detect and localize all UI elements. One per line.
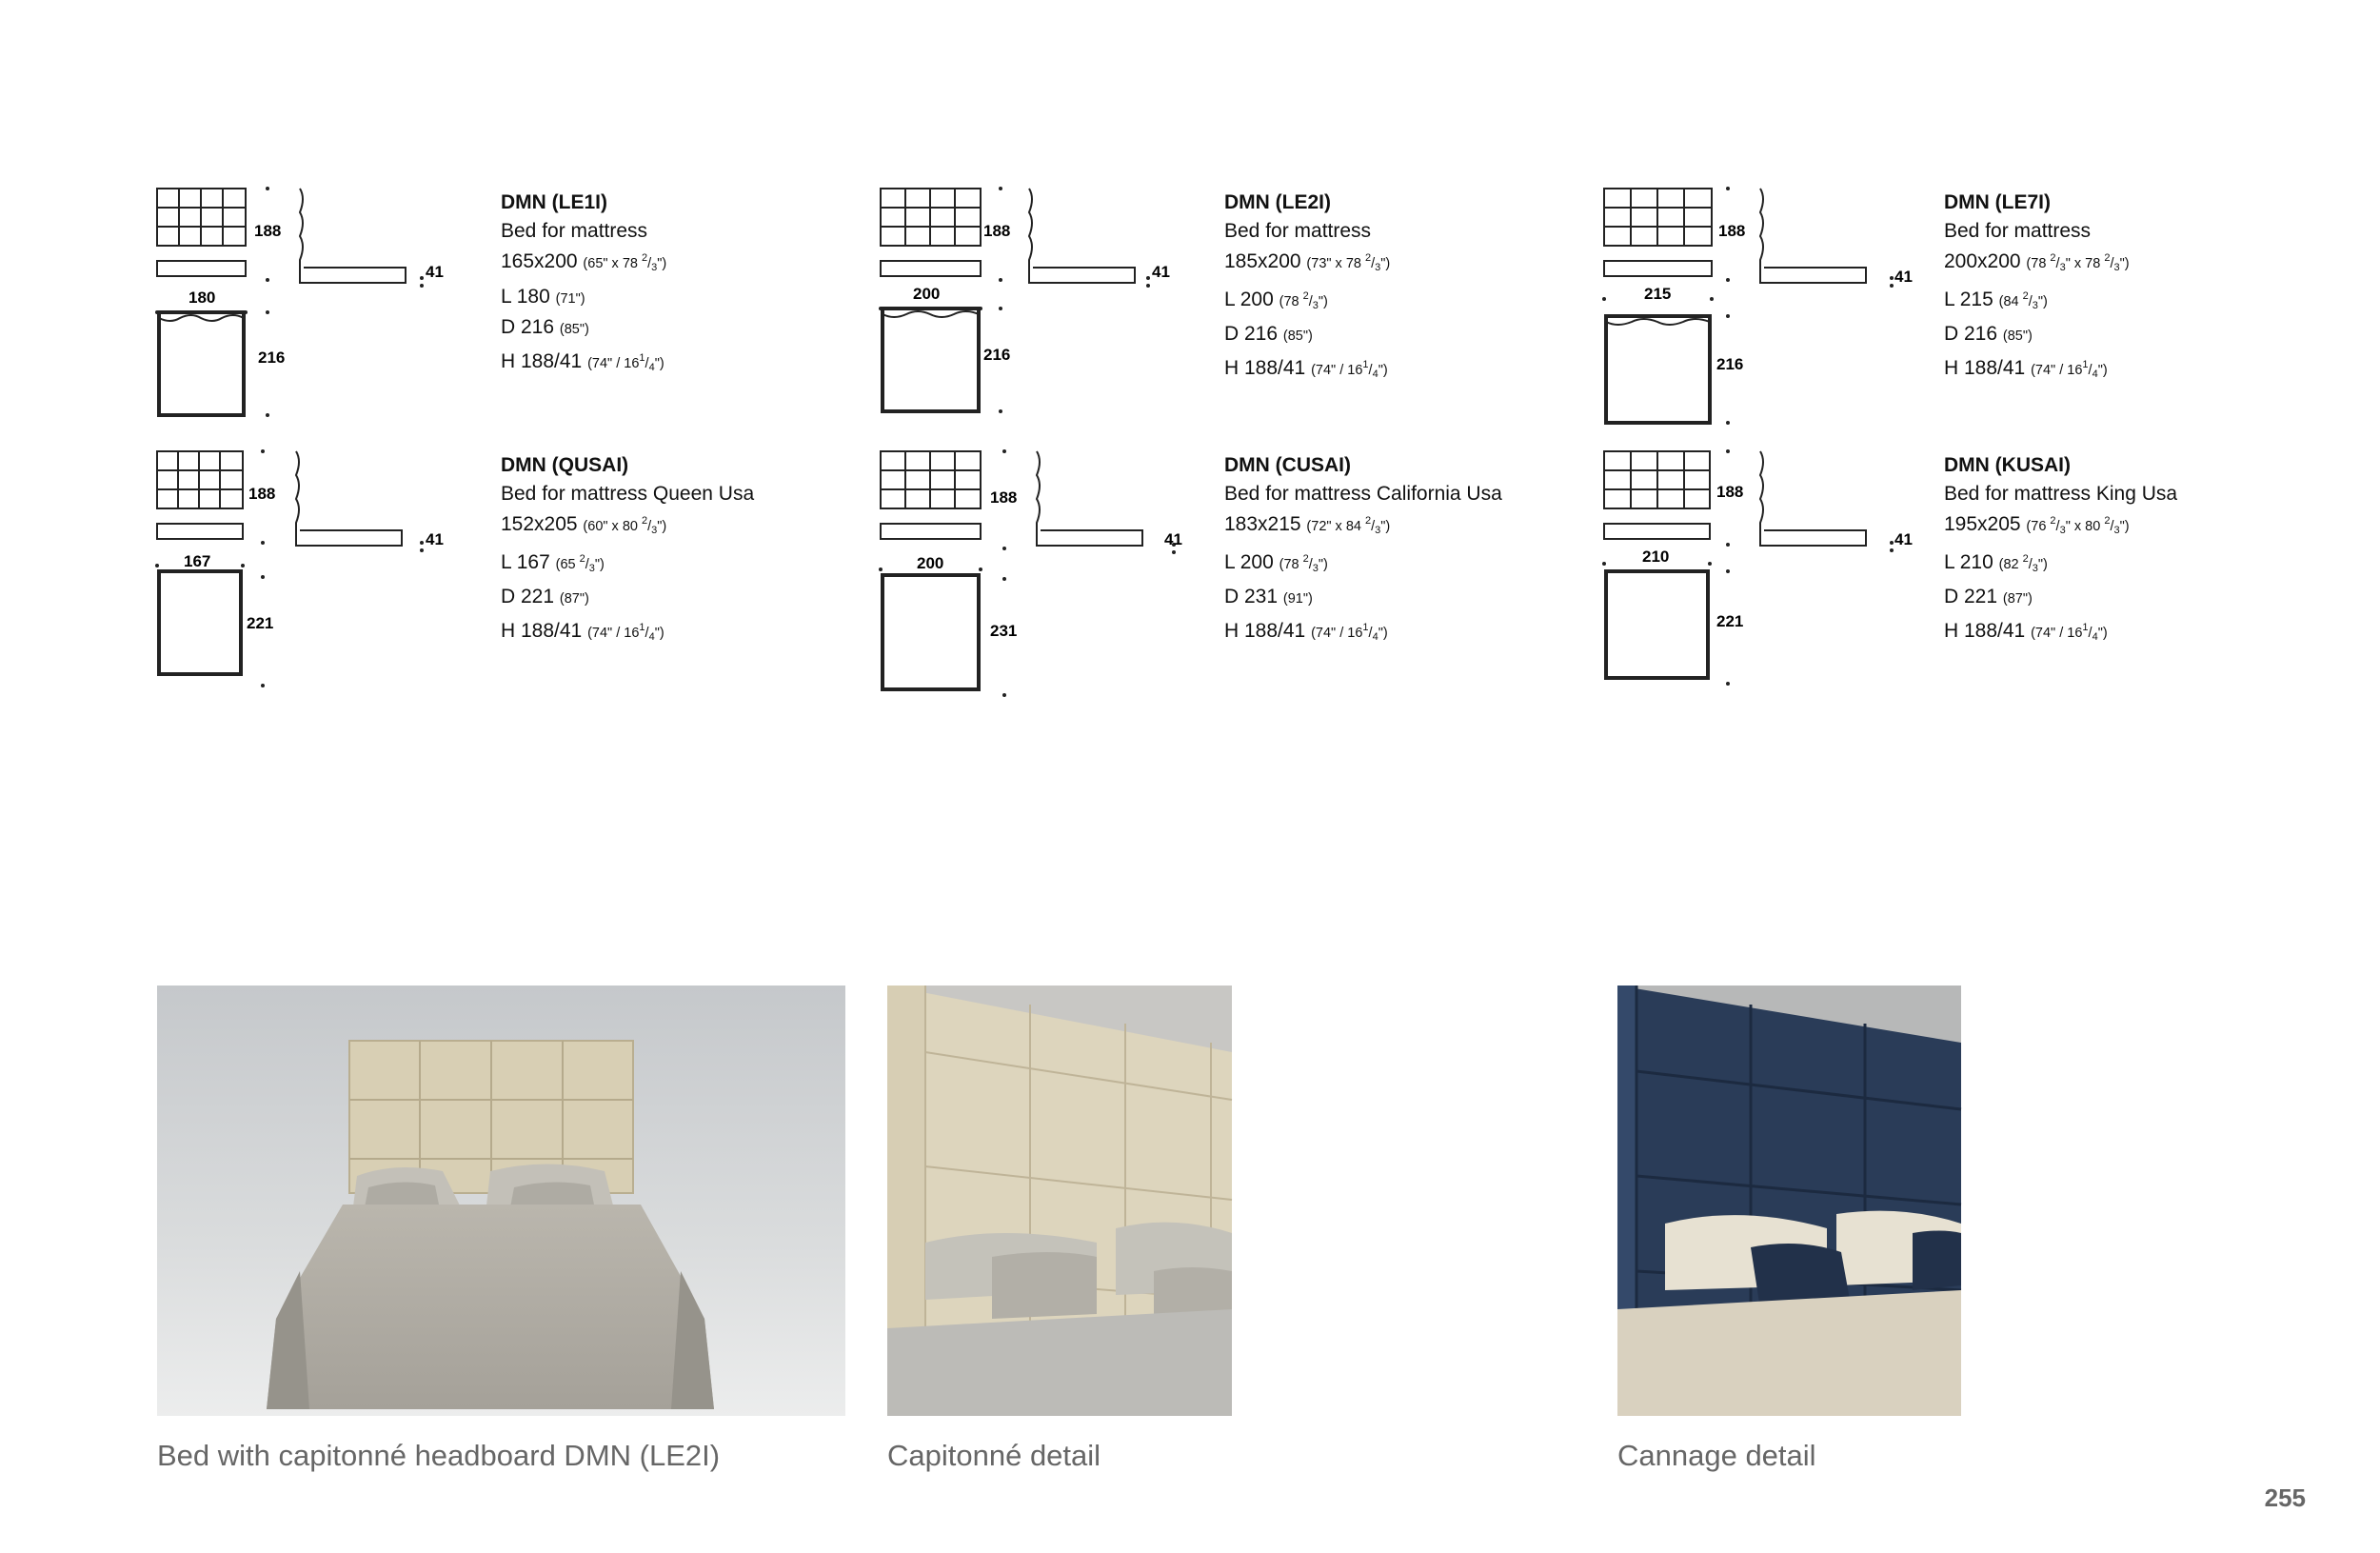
svg-text:216: 216	[983, 346, 1011, 364]
dimension-drawing	[155, 187, 460, 439]
product-qusai	[155, 449, 860, 702]
svg-text:41: 41	[1164, 530, 1182, 548]
mattress-size: 183x215 (72" x 84 $^2/_3$")	[1224, 513, 1391, 536]
product-kusai	[1602, 449, 2307, 702]
height-spec: H 188/41 (74" / $16^1/_4$")	[501, 619, 664, 643]
product-description: Bed for mattress	[501, 219, 648, 242]
product-description: Bed for mattress	[1224, 219, 1372, 242]
length-spec: L 200 (78 $^2/_3$")	[1224, 288, 1328, 311]
svg-text:188: 188	[990, 488, 1018, 507]
depth-spec: D 231 (91")	[1224, 586, 1313, 607]
product-description: Bed for mattress King Usa	[1944, 482, 2178, 505]
product-le7i	[1602, 187, 2307, 439]
mattress-size: 200x200 (78 $^2/_3$" x 78 $^2/_3$")	[1944, 250, 2130, 273]
height-spec: H 188/41 (74" / $16^1/_4$")	[1224, 356, 1388, 380]
mattress-size: 195x205 (76 $^2/_3$" x 80 $^2/_3$")	[1944, 513, 2130, 536]
dimension-drawing	[1602, 449, 1913, 702]
svg-text:215: 215	[1644, 285, 1672, 303]
svg-text:221: 221	[247, 614, 274, 632]
product-specs	[1224, 189, 1390, 388]
height-spec: H 188/41 (74" / $16^1/_4$")	[501, 349, 664, 373]
depth-spec: D 216 (85")	[501, 316, 589, 338]
product-specs	[1944, 189, 2130, 388]
product-code: DMN (LE1I)	[501, 191, 607, 213]
product-specs	[1224, 451, 1502, 651]
dimension-drawing	[155, 449, 460, 702]
dimension-drawing	[879, 187, 1183, 439]
product-code: DMN (QUSAI)	[501, 454, 629, 476]
product-specs	[1944, 451, 2177, 651]
depth-spec: D 221 (87")	[501, 586, 589, 607]
product-specs	[501, 451, 754, 651]
svg-text:41: 41	[1894, 530, 1913, 548]
caption-cannage-detail: Cannage detail	[1617, 1439, 1816, 1472]
svg-text:188: 188	[1718, 222, 1746, 240]
product-cusai	[879, 449, 1583, 702]
mattress-size: 152x205 (60" x 80 $^2/_3$")	[501, 513, 667, 536]
product-code: DMN (LE2I)	[1224, 191, 1331, 213]
product-le1i	[155, 187, 860, 439]
svg-text:41: 41	[1894, 268, 1913, 286]
caption-bed-capitonne: Bed with capitonné headboard DMN (LE2I)	[157, 1439, 721, 1472]
svg-text:200: 200	[917, 554, 944, 572]
svg-text:188: 188	[1716, 483, 1744, 501]
product-code: DMN (KUSAI)	[1944, 454, 2071, 476]
svg-text:188: 188	[248, 485, 276, 503]
height-spec: H 188/41 (74" / $16^1/_4$")	[1224, 619, 1388, 643]
svg-text:221: 221	[1716, 612, 1744, 630]
photo-bed-capitonne	[157, 986, 845, 1416]
length-spec: L 167 (65 $^2/_3$")	[501, 550, 605, 574]
photo-capitonne-detail	[887, 986, 1232, 1416]
svg-text:41: 41	[426, 530, 444, 548]
length-spec: L 200 (78 $^2/_3$")	[1224, 550, 1328, 574]
svg-text:210: 210	[1642, 548, 1670, 566]
height-spec: H 188/41 (74" / $16^1/_4$")	[1944, 619, 2108, 643]
caption-capitonne-detail: Capitonné detail	[887, 1439, 1101, 1472]
svg-text:216: 216	[258, 348, 286, 367]
svg-text:41: 41	[1152, 263, 1170, 281]
mattress-size: 185x200 (73" x 78 $^2/_3$")	[1224, 250, 1391, 273]
dimension-drawing	[1602, 187, 1913, 439]
depth-spec: D 221 (87")	[1944, 586, 2033, 607]
svg-text:167: 167	[184, 552, 211, 570]
length-spec: L 215 (84 $^2/_3$")	[1944, 288, 2048, 311]
depth-spec: D 216 (85")	[1944, 323, 2033, 345]
svg-text:216: 216	[1716, 355, 1744, 373]
depth-spec: D 216 (85")	[1224, 323, 1313, 345]
svg-text:188: 188	[983, 222, 1011, 240]
svg-text:180: 180	[188, 289, 216, 307]
product-description: Bed for mattress California Usa	[1224, 482, 1502, 505]
product-description: Bed for mattress	[1944, 219, 2092, 242]
svg-text:41: 41	[426, 263, 444, 281]
mattress-size: 165x200 (65" x 78 $^2/_3$")	[501, 250, 667, 273]
product-code: DMN (CUSAI)	[1224, 454, 1351, 476]
svg-text:231: 231	[990, 622, 1018, 640]
product-description: Bed for mattress Queen Usa	[501, 482, 755, 505]
length-spec: L 180 (71")	[501, 285, 585, 308]
product-le2i	[879, 187, 1583, 439]
dimension-drawing	[879, 449, 1183, 702]
product-code: DMN (LE7I)	[1944, 191, 2051, 213]
photo-cannage-detail	[1617, 986, 1961, 1416]
height-spec: H 188/41 (74" / $16^1/_4$")	[1944, 356, 2108, 380]
page-number: 255	[2264, 1483, 2306, 1512]
length-spec: L 210 (82 $^2/_3$")	[1944, 550, 2048, 574]
svg-text:200: 200	[913, 285, 941, 303]
svg-text:188: 188	[254, 222, 282, 240]
product-specs	[501, 189, 666, 382]
